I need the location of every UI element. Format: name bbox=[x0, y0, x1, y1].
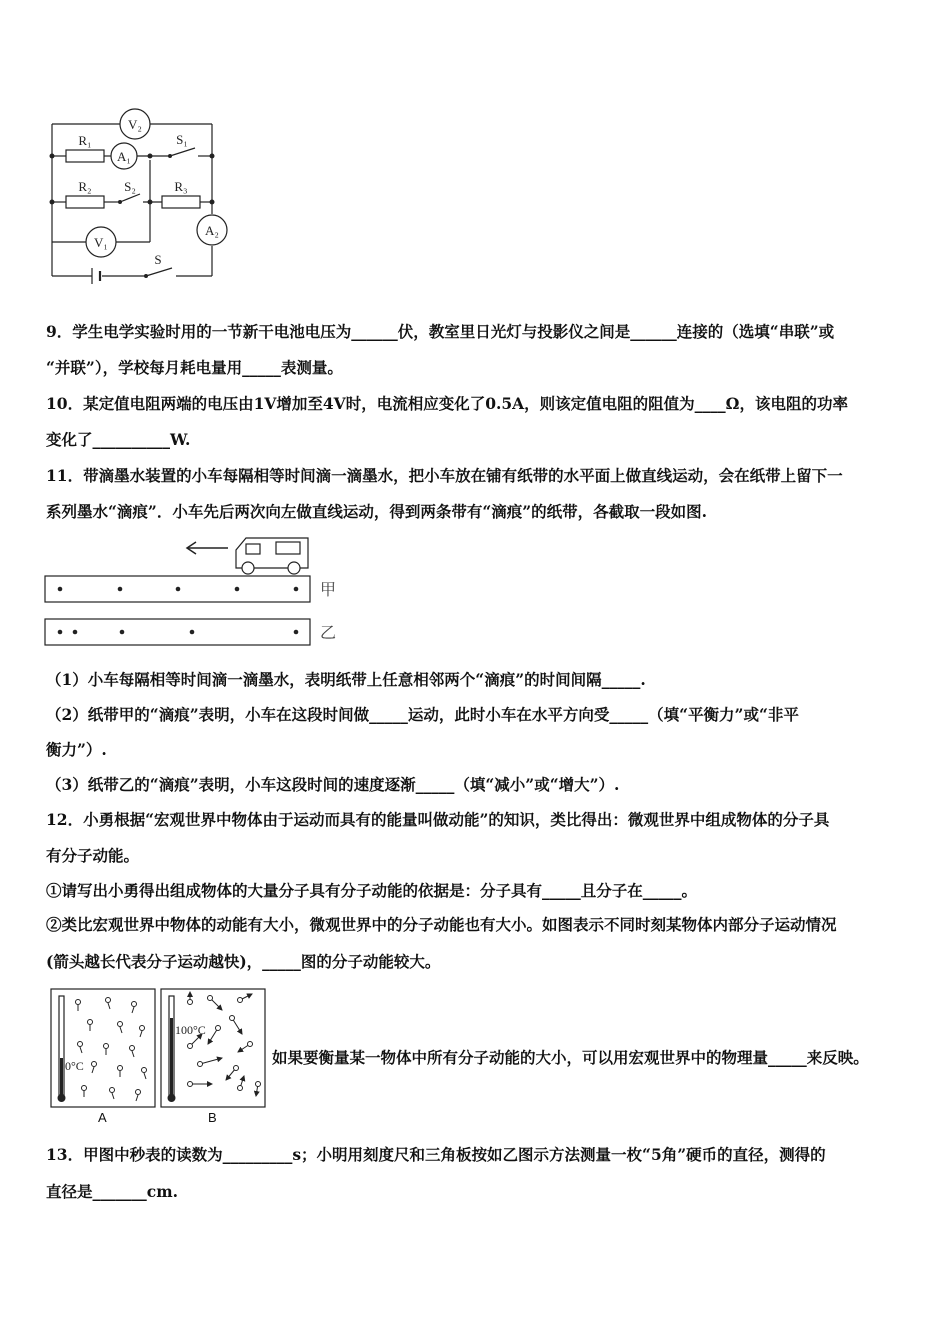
q10-line2: 变化了__________W. bbox=[46, 430, 191, 449]
q11-line1: 11．带滴墨水装置的小车每隔相等时间滴一滴墨水，把小车放在铺有纸带的水平面上做直线运动，会在纸带上留下一 bbox=[46, 466, 843, 485]
temp-a-label: 0°C bbox=[65, 1059, 84, 1073]
cart-icon bbox=[236, 538, 308, 574]
s-label: S bbox=[154, 252, 162, 267]
q12-line2: 有分子动能。 bbox=[46, 846, 140, 865]
v2-label: V₂ bbox=[128, 117, 142, 132]
s2-label: S₂ bbox=[124, 179, 136, 194]
tape-jia-label: 甲 bbox=[320, 582, 337, 599]
q9-line1: 9．学生电学实验时用的一节新干电池电压为______伏，教室里日光灯与投影仪之间是______连接的（选填“串联”或 bbox=[46, 322, 835, 341]
q12-side-text: 如果要衡量某一物体中所有分子动能的大小，可以用宏观世界中的物理量_____来反映。 bbox=[272, 1048, 869, 1067]
a2-label: A₂ bbox=[205, 223, 219, 238]
a1-label: A₁ bbox=[117, 149, 131, 164]
q9-line2: “并联”），学校每月耗电量用_____表测量。 bbox=[46, 358, 343, 377]
q11-part3: （3）纸带乙的“滴痕”表明，小车这段时间的速度逐渐_____（填“减小”或“增大”）. bbox=[46, 775, 620, 794]
q12-line4: ②类比宏观世界中物体的动能有大小，微观世界中的分子动能也有大小。如图表示不同时刻某物体内部分子运动情况 bbox=[46, 915, 837, 934]
q12-line1: 12．小勇根据“宏观世界中物体由于运动而具有的能量叫做动能”的知识，类比得出：微观世界中组成物体的分子具 bbox=[46, 810, 830, 829]
v1-label: V₁ bbox=[94, 235, 108, 250]
ink-tape-diagram bbox=[40, 528, 360, 653]
circuit-diagram bbox=[40, 100, 240, 290]
molecule-figure-a bbox=[50, 988, 156, 1108]
q13-line2: 直径是_______cm. bbox=[46, 1182, 178, 1201]
r1-label: R₁ bbox=[78, 133, 92, 148]
q12-line3: ①请写出小勇得出组成物体的大量分子具有分子动能的依据是：分子具有_____且分子在_____。 bbox=[46, 881, 698, 900]
molecule-figure-b bbox=[160, 988, 266, 1108]
q11-part2-line1: （2）纸带甲的“滴痕”表明，小车在这段时间做_____运动，此时小车在水平方向受_____（填“平衡力”或“非平 bbox=[46, 705, 799, 724]
figure-a-caption: A bbox=[98, 1110, 107, 1125]
q13-line1: 13．甲图中秒表的读数为_________s；小明用刻度尺和三角板按如乙图示方法测量一枚“5角”硬币的直径，测得的 bbox=[46, 1145, 826, 1164]
s1-label: S₁ bbox=[176, 132, 188, 147]
figure-b-caption: B bbox=[208, 1110, 217, 1125]
r2-label: R₂ bbox=[78, 179, 92, 194]
q11-part2-line2: 衡力”）. bbox=[46, 740, 107, 759]
r3-label: R₃ bbox=[174, 179, 188, 194]
left-arrow-icon bbox=[187, 542, 228, 554]
q10-line1: 10．某定值电阻两端的电压由1V增加至4V时，电流相应变化了0.5A，则该定值电阻的阻值为____Ω，该电阻的功率 bbox=[46, 394, 848, 413]
q11-line2: 系列墨水“滴痕”．小车先后两次向左做直线运动，得到两条带有“滴痕”的纸带，各截取一段如图. bbox=[46, 502, 708, 521]
q12-line5: (箭头越长代表分子运动越快)，_____图的分子动能较大。 bbox=[46, 952, 441, 971]
tape-yi-label: 乙 bbox=[320, 625, 337, 642]
q11-part1: （1）小车每隔相等时间滴一滴墨水，表明纸带上任意相邻两个“滴痕”的时间间隔_____. bbox=[46, 670, 646, 689]
temp-b-label: 100°C bbox=[175, 1023, 206, 1037]
